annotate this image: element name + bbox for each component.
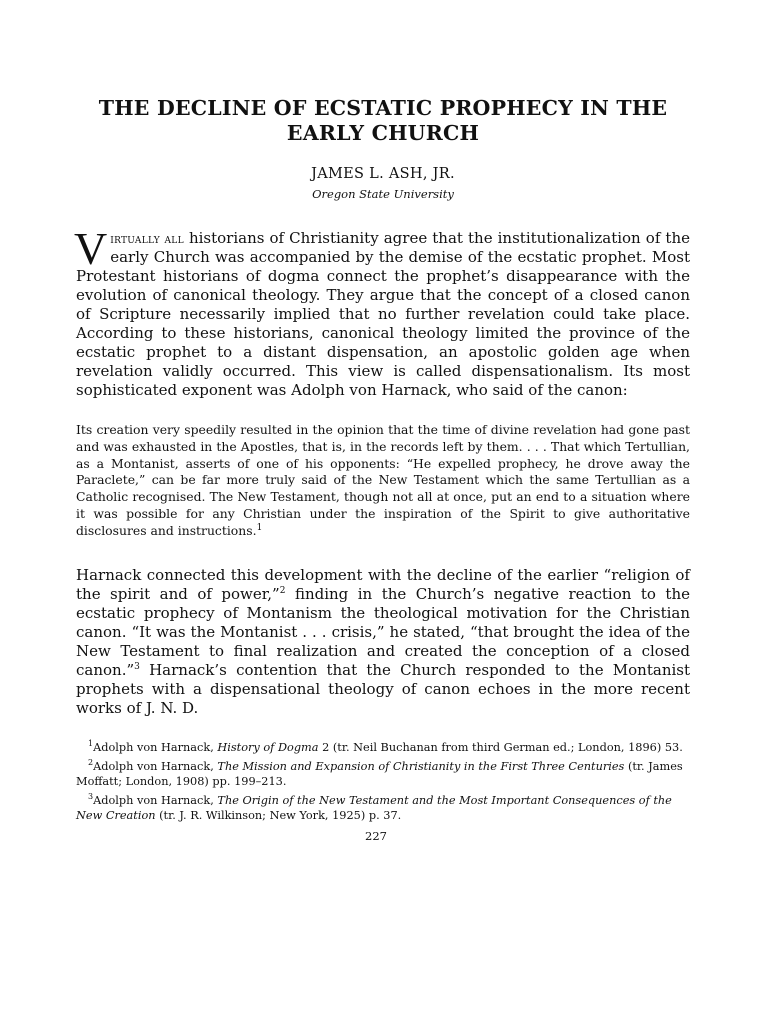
- footnote-number: 2: [88, 757, 94, 767]
- footnote-1: [76, 736, 690, 755]
- footnote-text: 2 (tr. Neil Buchanan from third German ed.; London, 1896) 53.: [318, 740, 683, 754]
- second-paragraph-part-3: Harnack’s contention that the Church responded to the Montanist prophets with a dispensational theology of canon echoes in the more recent works of J. N. D.: [76, 660, 690, 717]
- title-line-1: THE DECLINE OF ECSTATIC PROPHECY IN THE: [98, 96, 668, 120]
- opening-paragraph: [74, 223, 690, 400]
- footnotes: [76, 736, 690, 823]
- author-affiliation: Oregon State University: [312, 187, 454, 201]
- footnote-ref-3[interactable]: 3: [134, 661, 140, 672]
- second-paragraph: [76, 566, 690, 718]
- footnote-number: 1: [88, 738, 94, 748]
- footnote-title: The Origin of the New Testament and the Most Important Consequences of the New Creation: [76, 793, 672, 822]
- article-page: [76, 96, 690, 843]
- second-paragraph-part-2: finding in the Church’s negative reaction to the ecstatic prophecy of Montanism the theological motivation for the Christian canon. “It was the Montanist . . . crisis,” he stated, “that brought the idea of the New Testament to final realization and created the conception of a closed canon.”: [76, 584, 690, 679]
- opening-paragraph-text: historians of Christianity agree that the institutionalization of the early Church was accompanied by the demise of the ecstatic prophet. Most Protestant historians of dogma connect the prophet’s disappearance with the evolution of canonical theology. They argue that the concept of a closed canon of Scripture necessarily implied that no further revelation could take place. According to these historians, canonical theology limited the province of the ecstatic prophet to a distant dispensation, an apostolic golden age when revelation validly occurred. This view is called dispensationalism. Its most sophisticated exponent was Adolph von Harnack, who said of the canon:: [76, 229, 690, 399]
- footnote-title: History of Dogma: [217, 740, 319, 754]
- footnote-text: Adolph von Harnack,: [93, 740, 218, 754]
- block-quote-text: Its creation very speedily resulted in the opinion that the time of divine revelation had gone past and was exhausted in the Apostles, that is, in the records left by them. . . . That which Tertullian, as a Montanist, asserts of one of his opponents: “He expelled prophecy, he drove away the Paraclete,” can be far more truly said of the New Testament which the same Tertullian as a Catholic recognised. The New Testament, though not all at once, put an end to a situation where it was possible for any Christian under the inspiration of the Spirit to give authoritative disclosures and instructions.: [76, 422, 690, 538]
- author-name: JAMES L. ASH, JR.: [311, 166, 455, 182]
- second-paragraph-part-1: Harnack connected this development with the decline of the earlier “religion of the spirit and of power,”: [76, 565, 690, 603]
- footnote-title: The Mission and Expansion of Christianity in the First Three Centuries: [217, 759, 625, 773]
- block-quote: [76, 422, 690, 540]
- footnote-text: (tr. James Moffatt; London, 1908) pp. 199–213.: [76, 759, 683, 788]
- footnote-text: (tr. J. R. Wilkinson; New York, 1925) p. 37.: [155, 808, 402, 822]
- footnote-ref-1[interactable]: 1: [256, 522, 263, 533]
- drop-cap: V: [74, 223, 108, 274]
- lead-smallcaps: irtually all: [110, 231, 184, 246]
- footnote-3: [76, 789, 690, 823]
- footnote-text: Adolph von Harnack,: [93, 759, 218, 773]
- footnote-text: Adolph von Harnack,: [93, 793, 218, 807]
- title-line-2: EARLY CHURCH: [286, 121, 480, 145]
- page-number: 227: [365, 828, 387, 843]
- footnote-ref-2[interactable]: 2: [279, 585, 286, 596]
- footnote-2: [76, 755, 690, 789]
- article-title: [76, 96, 690, 146]
- footnote-number: 3: [88, 791, 94, 801]
